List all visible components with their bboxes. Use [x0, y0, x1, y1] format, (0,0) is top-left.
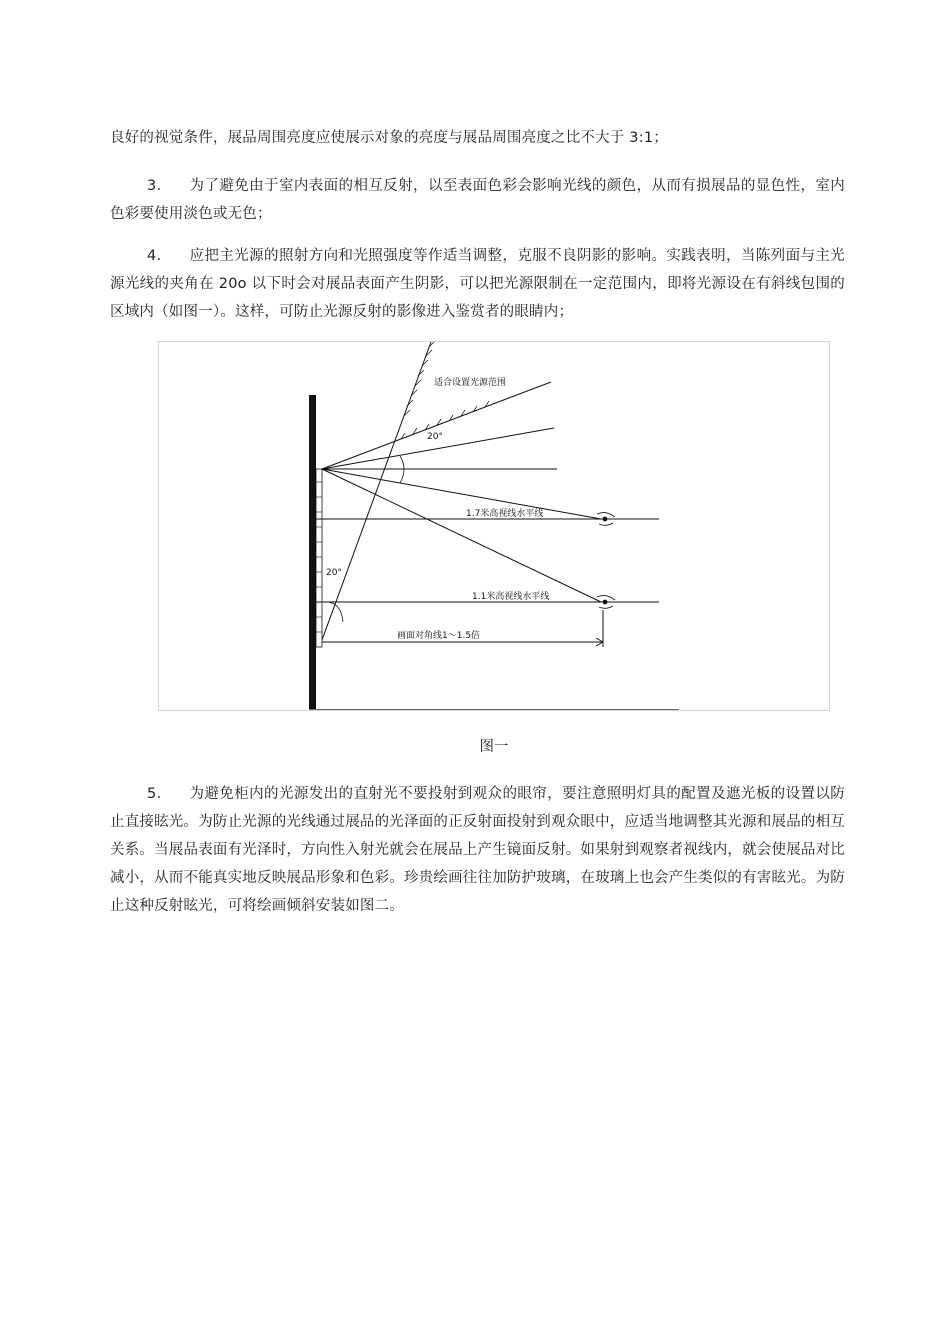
paragraph-3 [110, 172, 845, 228]
label-distance: 画面对角线1～1.5倍 [397, 631, 481, 641]
label-light-source-region: 适合设置光源范围 [434, 378, 507, 388]
figure-caption: 图一 [479, 739, 509, 755]
paragraph-5-number: 5． [147, 786, 172, 802]
paragraph-4-number: 4． [147, 248, 172, 264]
label-eye-level-high: 1.7米高视线水平线 [466, 509, 544, 519]
exhibit-surface [316, 469, 322, 647]
paragraph-4-text: 应把主光源的照射方向和光照强度等作适当调整，克服不良阴影的影响。实践表明，当陈列面与主光源光线的夹角在 20o 以下时会对展品表面产生阴影，可以把光源限制在一定范围内，即将光源设在有斜线包围的区域内（如图一）。这样，可防止光源反射的影像进入鉴赏者的眼睛内； [110, 248, 845, 320]
boundary-ray-upper [322, 382, 551, 469]
boundary-line-steep [322, 342, 431, 640]
paragraph-4 [110, 242, 845, 326]
hatch-upper [401, 401, 489, 439]
hatch-steep [404, 342, 436, 416]
sight-ray-high [322, 469, 601, 519]
lighting-diagram [159, 342, 829, 710]
paragraph-3-number: 3． [147, 178, 172, 194]
label-angle-top: 20° [427, 432, 443, 442]
paragraph-3-text: 为了避免由于室内表面的相互反射，以至表面色彩会影响光线的颜色，从而有损展品的显色性，室内色彩要使用淡色或无色； [110, 178, 845, 222]
paragraph-5-text: 为避免柜内的光源发出的直射光不要投射到观众的眼帘，要注意照明灯具的配置及遮光板的设置以防止直接眩光。为防止光源的光线通过展品的光泽面的正反射面投射到观众眼中，应适当地调整其光源和展品的相互关系。当展品表面有光泽时，方向性入射光就会在展品上产生镜面反射。如果射到观察者视线内，就会使展品对比减小，从而不能真实地反映展品形象和色彩。珍贵绘画往往加防护玻璃，在玻璃上也会产生类似的有害眩光。为防止这种反射眩光，可将绘画倾斜安装如图二。 [110, 786, 845, 914]
label-eye-level-low: 1.1米高视线水平线 [472, 592, 550, 602]
sight-ray-low [322, 469, 601, 602]
label-angle-bottom: 20° [326, 568, 342, 578]
exhibit-wall [309, 395, 316, 709]
paragraph-continued: 良好的视觉条件，展品周围亮度应使展示对象的亮度与展品周围亮度之比不大于 3:1； [110, 130, 668, 146]
distance-arrow-head [596, 638, 603, 642]
distance-arrow-head [596, 642, 603, 646]
paragraph-5 [110, 780, 845, 920]
figure-1 [158, 341, 830, 711]
